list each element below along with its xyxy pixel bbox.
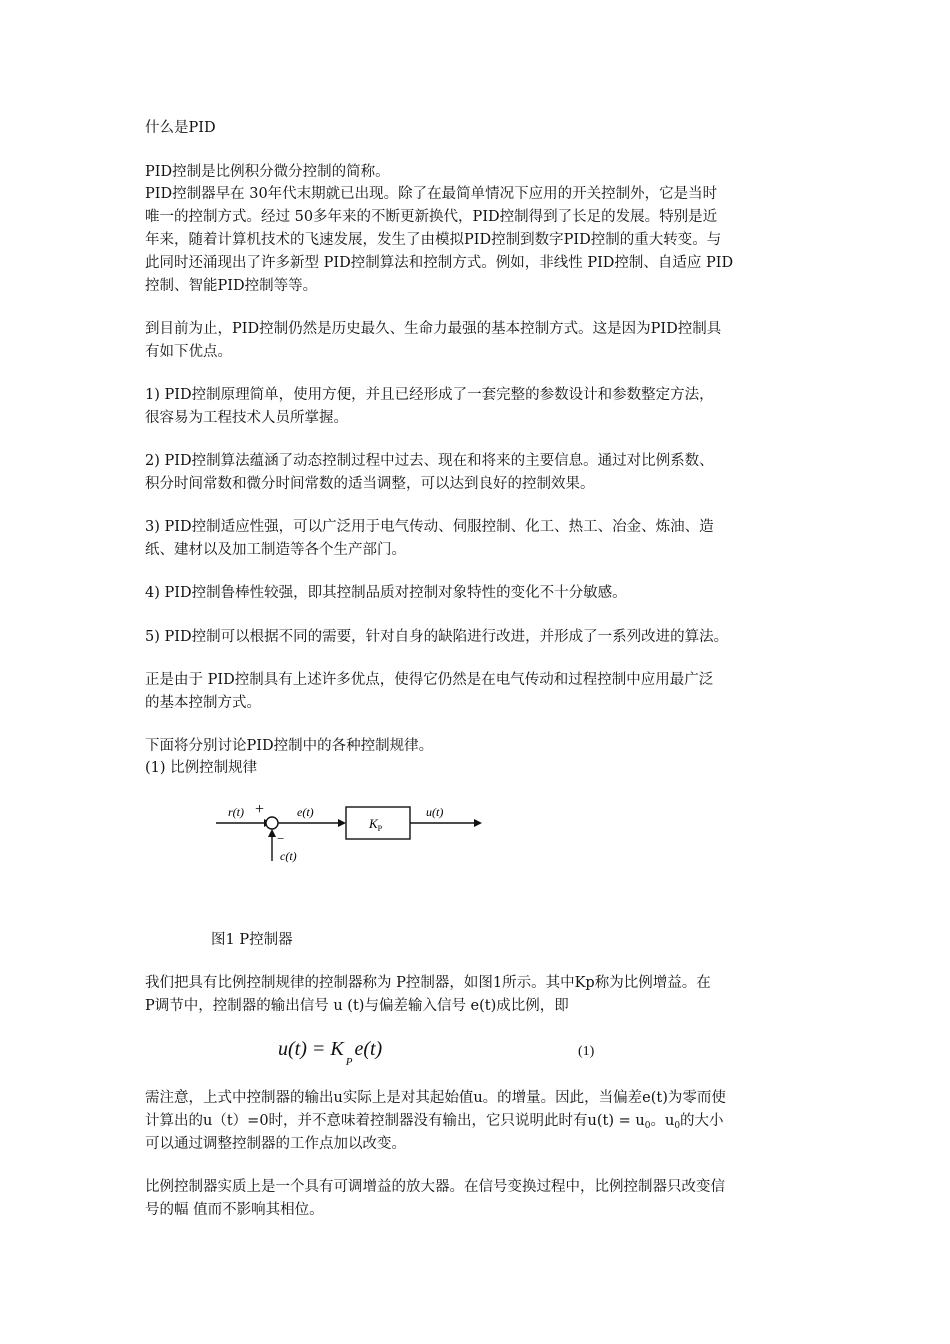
error-arrow bbox=[338, 819, 346, 827]
history-line-5: 控制、智能PID控制等等。 bbox=[145, 278, 318, 294]
note-line-2-b: 。u bbox=[650, 1113, 675, 1129]
p-controller-diagram bbox=[212, 795, 492, 875]
summary-line-1: 比例控制器实质上是一个具有可调增益的放大器。在信号变换过程中，比例控制器只改变信 bbox=[145, 1179, 725, 1195]
equation-rhs: e(t) bbox=[354, 1038, 383, 1060]
section-heading-proportional: (1) 比例控制规律 bbox=[145, 760, 258, 776]
figure-1-caption: 图1 P控制器 bbox=[211, 932, 293, 948]
advantages-intro-line-1: 到目前为止，PID控制仍然是历史最久、生命力最强的基本控制方式。这是因为PID控制具 bbox=[145, 321, 722, 337]
history-line-3: 年来，随着计算机技术的飞速发展，发生了由模拟PID控制到数字PID控制的重大转变。与 bbox=[145, 232, 722, 248]
note-line-2-a: 计算出的u（t）=0时，并不意味着控制器没有输出，它只说明此时有u(t) = u bbox=[145, 1113, 645, 1129]
feedback-arrow bbox=[268, 829, 276, 837]
advantage-2-line-2: 积分时间常数和微分时间常数的适当调整，可以达到良好的控制效果。 bbox=[145, 476, 595, 492]
intro-sentence: PID控制是比例积分微分控制的简称。 bbox=[145, 164, 390, 180]
gain-sub: P bbox=[377, 824, 383, 833]
output-arrow bbox=[474, 819, 482, 827]
advantage-2-line-1: 2) PID控制算法蕴涵了动态控制过程中过去、现在和将来的主要信息。通过对比例系数、 bbox=[145, 453, 714, 469]
gain-block bbox=[346, 807, 410, 839]
p-controller-line-2: P调节中，控制器的输出信号 u (t)与偏差输入信号 e(t)成比例，即 bbox=[145, 998, 569, 1014]
gain-main: K bbox=[369, 816, 378, 831]
minus-sign: − bbox=[277, 831, 285, 846]
history-line-2: 唯一的控制方式。经过 50多年来的不断更新换代，PID控制得到了长足的发展。特别是近 bbox=[145, 209, 718, 225]
advantage-1-line-2: 很容易为工程技术人员所掌握。 bbox=[145, 410, 348, 426]
doc-title: 什么是PID bbox=[145, 120, 216, 136]
advantage-3-line-2: 纸、建材以及加工制造等各个生产部门。 bbox=[145, 542, 406, 558]
advantage-1-line-1: 1) PID控制原理简单，使用方便，并且已经形成了一套完整的参数设计和参数整定方法， bbox=[145, 387, 714, 403]
plus-sign: + bbox=[255, 801, 265, 818]
input-label: r(t) bbox=[228, 805, 244, 819]
conclusion-line-2: 的基本控制方式。 bbox=[145, 695, 261, 711]
note-line-2-c: 的大小 bbox=[680, 1113, 724, 1129]
equation-lhs: u(t) = K bbox=[278, 1038, 344, 1060]
equation-number: (1) bbox=[578, 1044, 595, 1059]
note-line-1: 需注意，上式中控制器的输出u实际上是对其起始值u。的增量。因此，当偏差e(t)为零而使 bbox=[145, 1090, 726, 1106]
note-line-2-sub-2: 0 bbox=[674, 1121, 681, 1131]
summing-junction bbox=[266, 817, 278, 829]
note-line-3: 可以通过调整控制器的工作点加以改变。 bbox=[145, 1136, 406, 1152]
discussion-intro: 下面将分别讨论PID控制中的各种控制规律。 bbox=[145, 738, 434, 754]
advantage-4: 4) PID控制鲁棒性较强，即其控制品质对控制对象特性的变化不十分敏感。 bbox=[145, 585, 627, 601]
note-line-2-sub-1: 0 bbox=[644, 1121, 651, 1131]
history-line-4: 此同时还涌现出了许多新型 PID控制算法和控制方式。例如，非线性 PID控制、自适应 PID bbox=[145, 255, 734, 271]
equation-sub: P bbox=[345, 1056, 353, 1068]
feedback-label: c(t) bbox=[280, 849, 297, 863]
advantages-intro-line-2: 有如下优点。 bbox=[145, 344, 232, 360]
conclusion-line-1: 正是由于 PID控制具有上述许多优点，使得它仍然是在电气传动和过程控制中应用最广泛 bbox=[145, 672, 714, 688]
history-line-1: PID控制器早在 30年代末期就已出现。除了在最简单情况下应用的开关控制外，它是当时 bbox=[145, 186, 718, 202]
output-label: u(t) bbox=[426, 805, 444, 819]
summary-line-2: 号的幅 值而不影响其相位。 bbox=[145, 1202, 324, 1218]
equation-1 bbox=[278, 1038, 638, 1074]
advantage-3-line-1: 3) PID控制适应性强，可以广泛用于电气传动、伺服控制、化工、热工、冶金、炼油、造 bbox=[145, 519, 714, 535]
advantage-5: 5) PID控制可以根据不同的需要，针对自身的缺陷进行改进，并形成了一系列改进的算法。 bbox=[145, 629, 729, 645]
equation-body bbox=[278, 1038, 383, 1068]
error-label: e(t) bbox=[297, 805, 314, 819]
p-controller-line-1: 我们把具有比例控制规律的控制器称为 P控制器，如图1所示。其中Kp称为比例增益。在 bbox=[145, 975, 711, 991]
